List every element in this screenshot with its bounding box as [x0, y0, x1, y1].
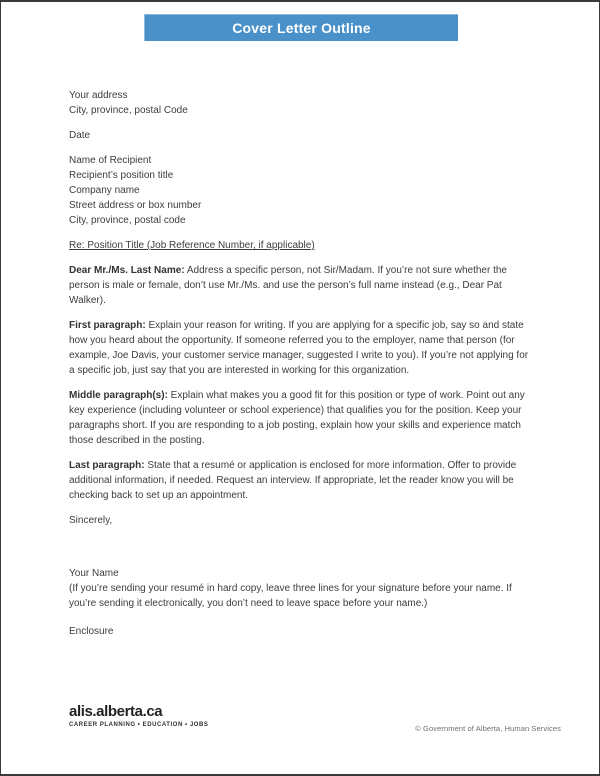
title-banner — [144, 14, 458, 41]
recipient-name-line: Name of Recipient — [69, 155, 152, 166]
date-line: Date — [69, 130, 91, 141]
page-title: Cover Letter Outline — [232, 20, 371, 36]
signature-block — [69, 566, 536, 611]
recipient-title-line: Recipient’s position title — [69, 170, 174, 181]
middle-paragraph-label: Middle paragraph(s): — [69, 390, 168, 401]
recipient-street-line: Street address or box number — [69, 200, 202, 211]
first-paragraph-text: Explain your reason for writing. If you are applying for a specific job, say so and state how you heard about the opportunity. If someone referred you to the employer, name that person (for example, Joe Davis, your customer service manager, suggested I write to you). If you’re not applying for a specific job, just say that you are interested in working for this organization. — [69, 320, 529, 376]
salutation-text: Address a specific person, not Sir/Madam. If you’re not sure whether the person is male or female, don’t use Mr./Ms. and use the person’s full name instead (e.g., Dear Pat Walker). — [69, 265, 507, 306]
middle-paragraph — [69, 388, 536, 448]
salutation-label: Dear Mr./Ms. Last Name: — [69, 265, 185, 276]
signature-note: (If you’re sending your resumé in hard copy, leave three lines for your signature before your name. If you’re sending it electronically, you don’t need to leave space before your name.) — [69, 583, 512, 609]
subject-line: Re: Position Title (Job Reference Number, if applicable) — [69, 240, 315, 251]
middle-paragraph-text: Explain what makes you a good fit for this position or type of work. Point out any key experience (including volunteer or school experience) that qualifies you for the position. Keep your paragraphs short. If you are responding to a job posting, explain how your skills and experience match those described in the posting. — [69, 390, 525, 446]
recipient-company-line: Company name — [69, 185, 140, 196]
alis-logo-text: alis.alberta.ca — [69, 703, 163, 720]
last-paragraph-text: State that a resumé or application is enclosed for more information. Offer to provide additional information, if needed. Request an interview. If appropriate, let the reader know you will be checking back to set up an appointment. — [69, 460, 517, 501]
letter-body — [69, 88, 536, 639]
sender-address-line: Your address — [69, 90, 128, 101]
last-paragraph — [69, 458, 536, 503]
alis-logo-tagline: CAREER PLANNING • EDUCATION • JOBS — [69, 722, 209, 728]
enclosure-line: Enclosure — [69, 626, 114, 637]
first-paragraph — [69, 318, 536, 378]
closing-line: Sincerely, — [69, 515, 113, 526]
salutation-paragraph — [69, 263, 536, 308]
recipient-block — [69, 153, 536, 228]
signature-name: Your Name — [69, 568, 119, 579]
sender-address-block — [69, 88, 536, 118]
first-paragraph-label: First paragraph: — [69, 320, 146, 331]
recipient-city-line: City, province, postal code — [69, 215, 186, 226]
copyright-notice: © Government of Alberta, Human Services — [415, 724, 561, 733]
alis-logo — [69, 704, 208, 728]
last-paragraph-label: Last paragraph: — [69, 460, 145, 471]
sender-city-line: City, province, postal Code — [69, 105, 188, 116]
